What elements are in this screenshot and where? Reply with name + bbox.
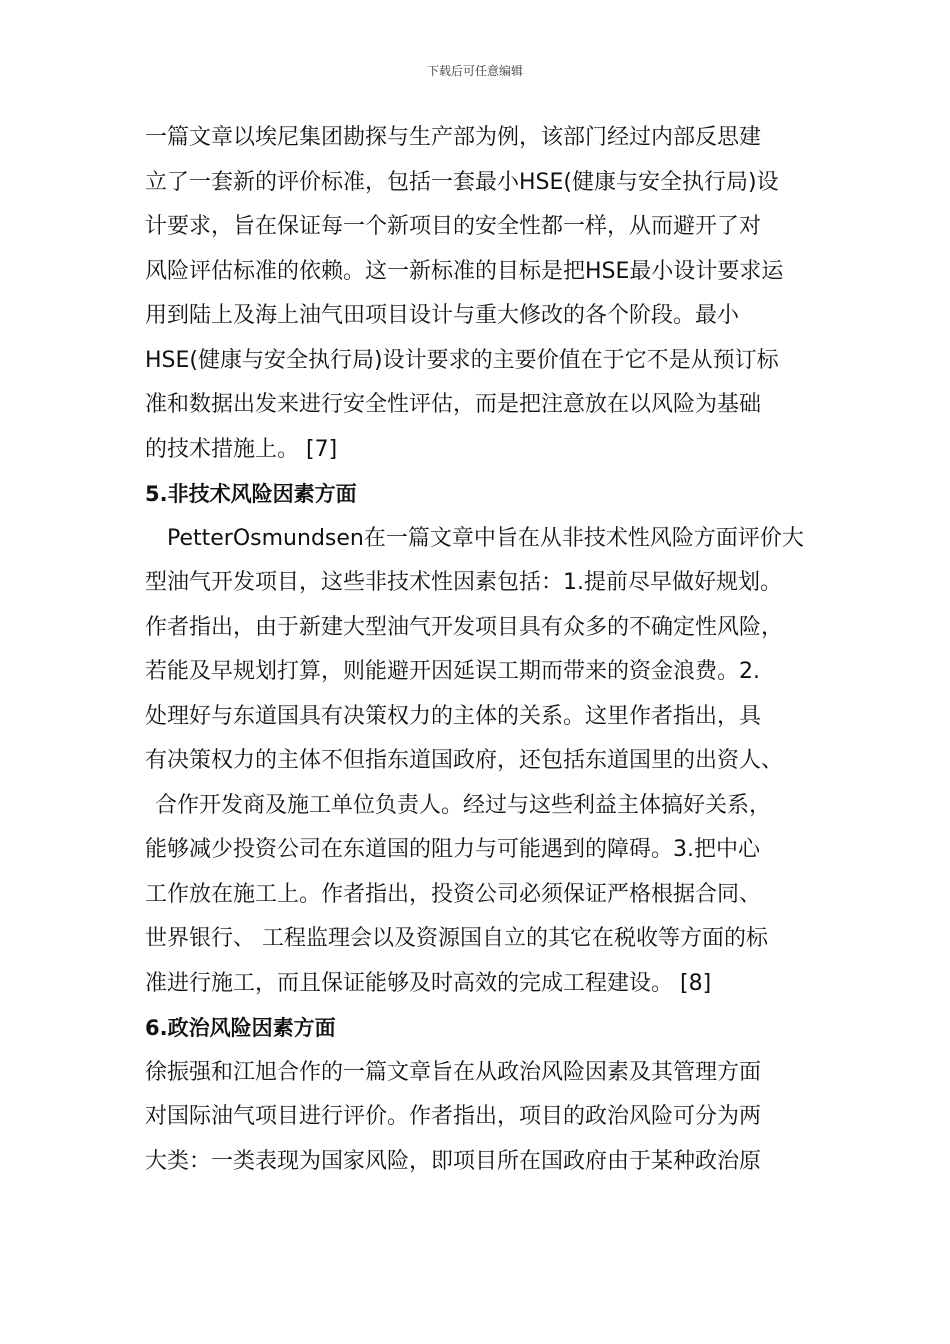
text-line: PetterOsmundsen在一篇文章中旨在从非技术性风险方面评价大 (167, 525, 804, 551)
text-line: 的技术措施上。 [7] (145, 436, 338, 462)
text-line: 一篇文章以埃尼集团勘探与生产部为例，该部门经过内部反思建 (145, 125, 762, 150)
text-line: 大类：一类表现为国家风险，即项目所在国政府由于某种政治原 (145, 1148, 762, 1174)
text-line: 作者指出，由于新建大型油气开发项目具有众多的不确定性风险， (145, 614, 784, 640)
text-line: HSE(健康与安全执行局)设计要求的主要价值在于它不是从预订标 (145, 347, 779, 373)
text-line: 风险评估标准的依赖。这一新标准的目标是把HSE最小设计要求运 (145, 258, 784, 284)
text-line: 能够减少投资公司在东道国的阻力与可能遇到的障碍。3.把中心 (145, 837, 760, 862)
text-line: 用到陆上及海上油气田项目设计与重大修改的各个阶段。最小 (145, 303, 740, 328)
page-header: 下载后可任意编辑 (426, 64, 523, 78)
text-line: 型油气开发项目，这些非技术性因素包括：1.提前尽早做好规划。 (145, 570, 782, 595)
text-line: 计要求，旨在保证每一个新项目的安全性都一样，从而避开了对 (145, 214, 762, 239)
text-line: 有决策权力的主体不但指东道国政府，还包括东道国里的出资人、 (145, 748, 784, 773)
text-line: 立了一套新的评价标准，包括一套最小HSE(健康与安全执行局)设 (145, 169, 779, 195)
text-line: 处理好与东道国具有决策权力的主体的关系。这里作者指出，具 (145, 703, 762, 729)
text-line: 准和数据出发来进行安全性评估，而是把注意放在以风险为基础 (145, 392, 762, 417)
text-line: 工作放在施工上。作者指出，投资公司必须保证严格根据合同、 (145, 881, 762, 907)
section-heading: 5.非技术风险因素方面 (145, 482, 357, 506)
text-line: 合作开发商及施工单位负责人。经过与这些利益主体搞好关系， (155, 792, 772, 818)
text-line: 徐振强和江旭合作的一篇文章旨在从政治风险因素及其管理方面 (145, 1059, 762, 1085)
section-heading: 6.政治风险因素方面 (145, 1016, 336, 1040)
text-line: 准进行施工，而且保证能够及时高效的完成工程建设。 [8] (145, 970, 712, 996)
text-line: 若能及早规划打算，则能避开因延误工期而带来的资金浪费。2. (145, 659, 760, 684)
text-line: 对国际油气项目进行评价。作者指出，项目的政治风险可分为两 (145, 1104, 762, 1129)
document-body (145, 116, 810, 1184)
text-line: 世界银行、 工程监理会以及资源国自立的其它在税收等方面的标 (145, 926, 768, 951)
